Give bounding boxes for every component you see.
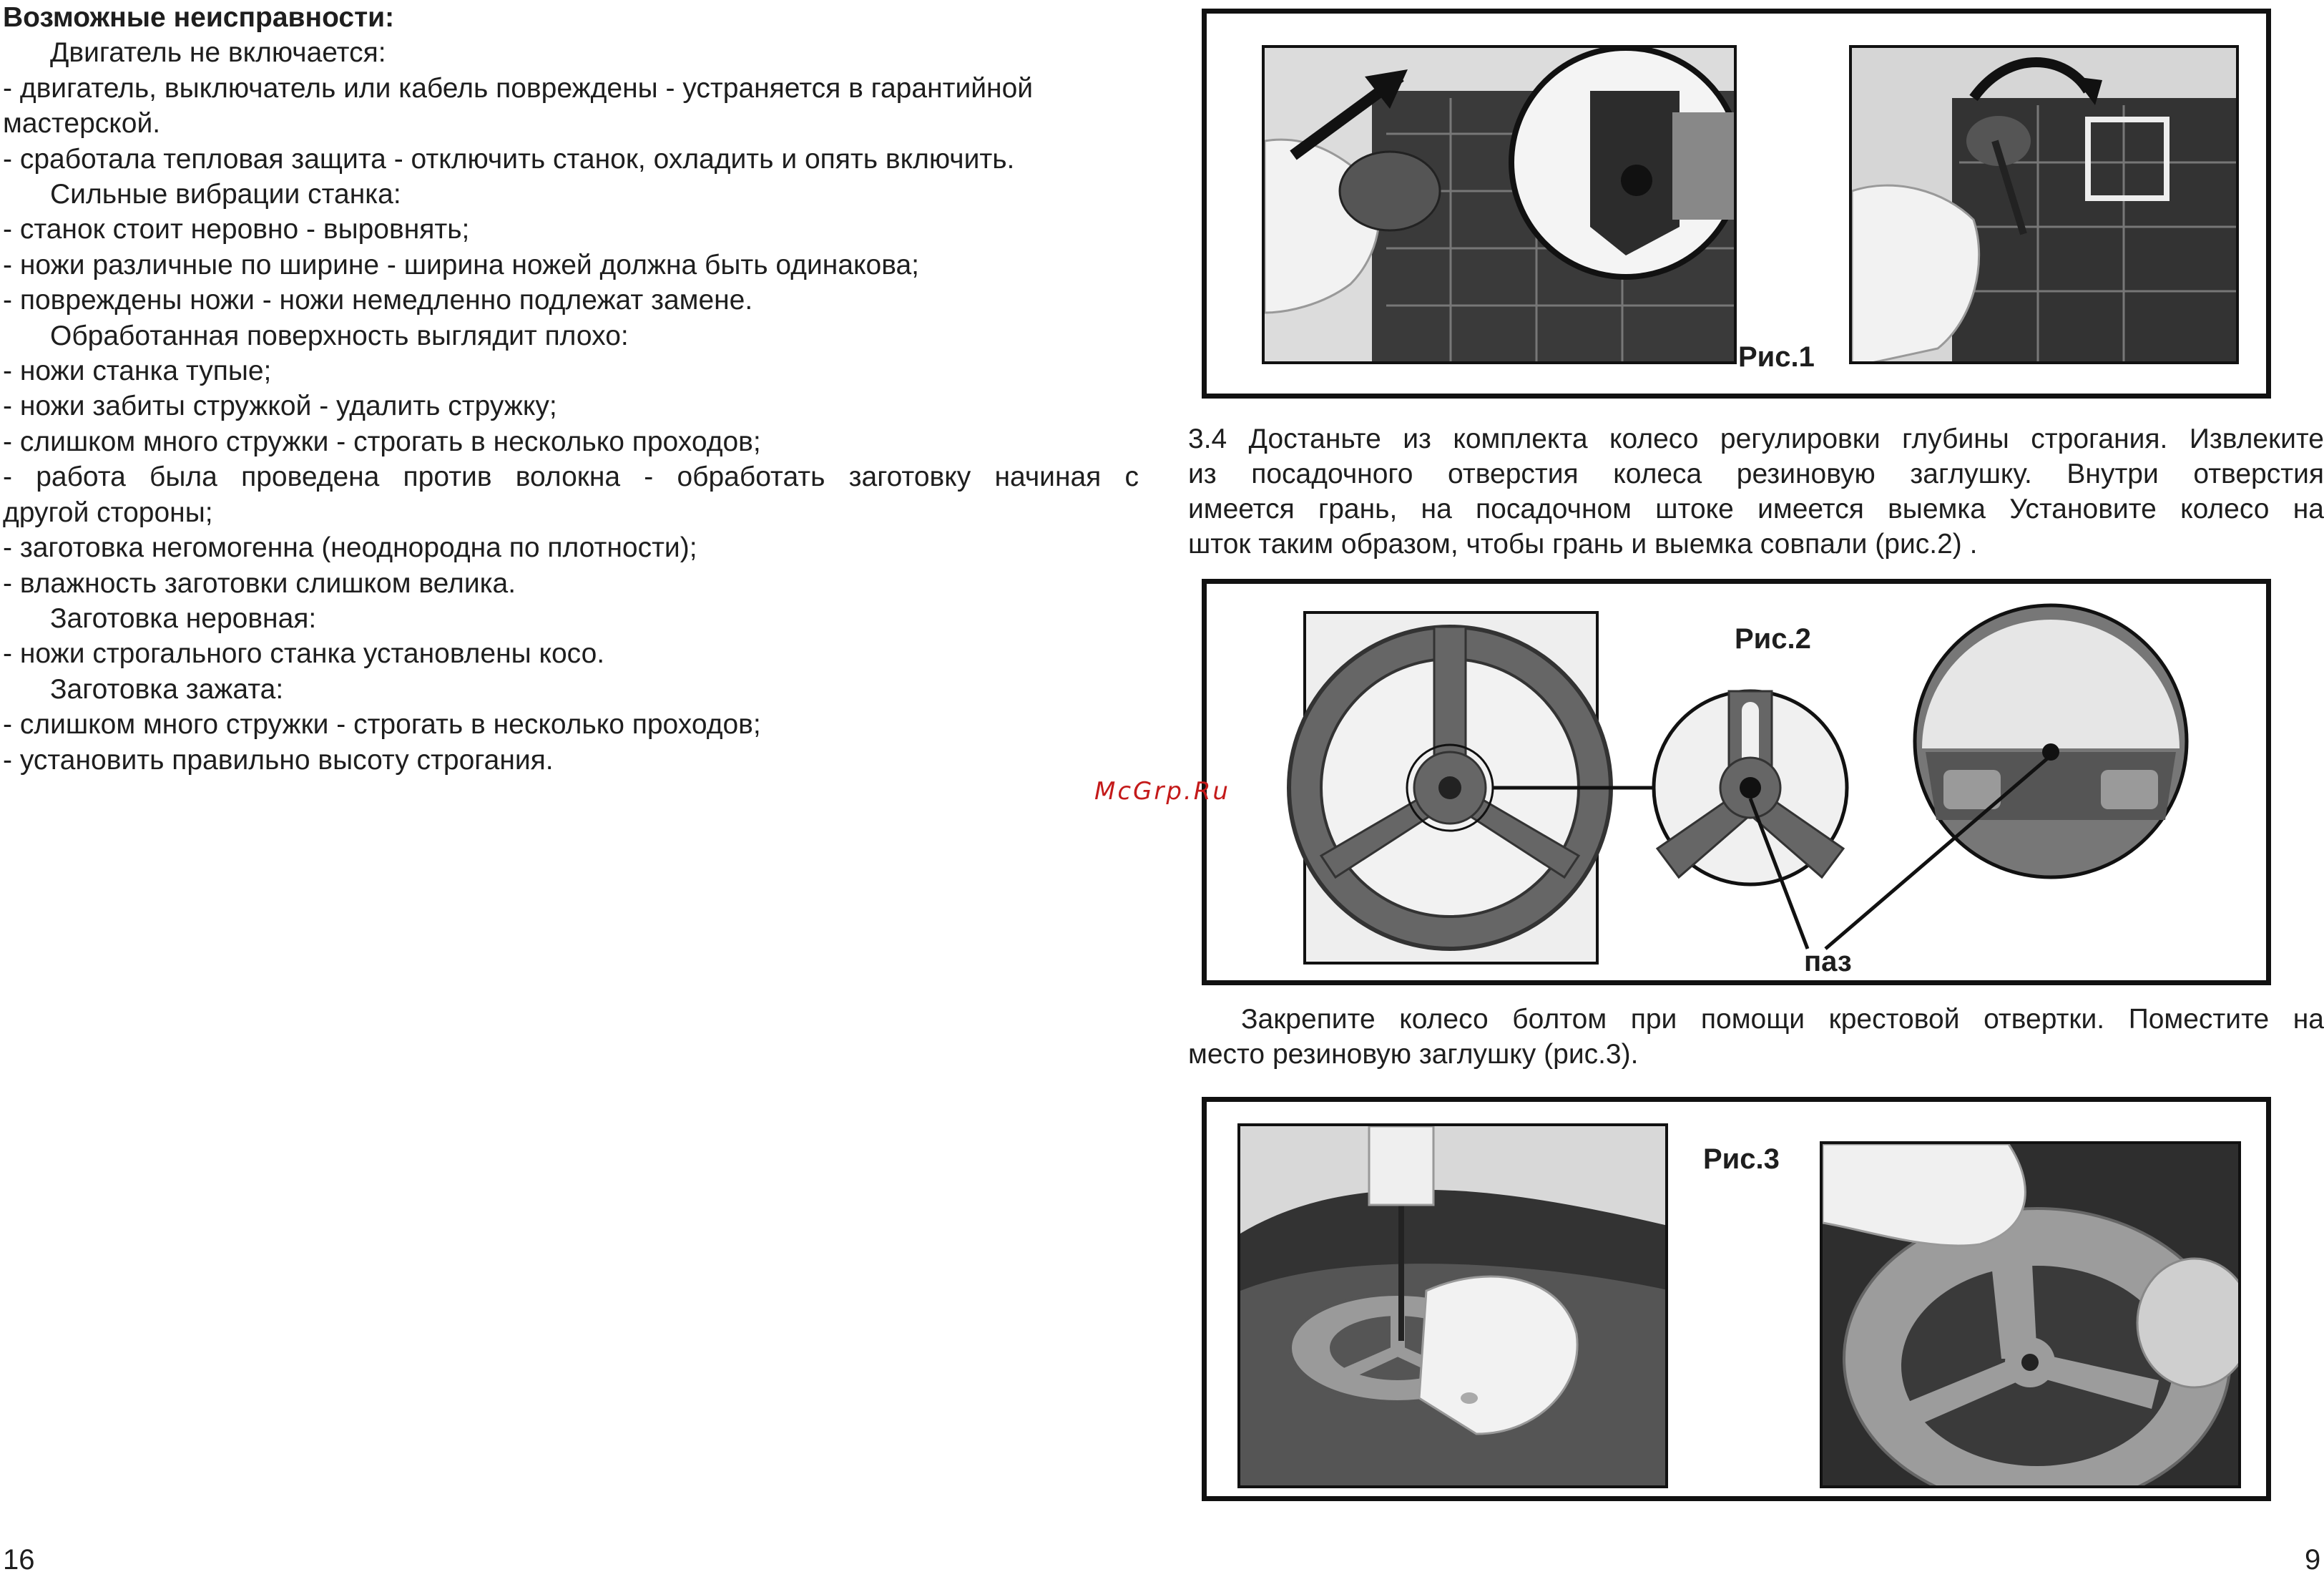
section-subheading: Двигатель не включается: <box>50 37 386 69</box>
instruction-paragraph-1 <box>1188 421 2324 562</box>
list-item: - двигатель, выключатель или кабель повреждены - устраняется в гарантийной <box>3 72 1034 104</box>
instruction-paragraph-2 <box>1188 1002 2324 1072</box>
list-item: - станок стоит неровно - выровнять; <box>3 214 470 245</box>
figure-2-label: Рис.2 <box>1735 623 1811 655</box>
list-item: - ножи станка тупые; <box>3 356 272 387</box>
paragraph-line: имеется грань, на посадочном штоке имеется выемка Установите колесо на <box>1188 494 2324 524</box>
list-item: - слишком много стружки - строгать в несколько проходов; <box>3 426 761 457</box>
figure-3-photo-right <box>1820 1141 2241 1488</box>
figure-3-label: Рис.3 <box>1703 1143 1780 1175</box>
figure-3 <box>1202 1097 2271 1501</box>
figure-1 <box>1202 9 2271 399</box>
paragraph-line: место резиновую заглушку (рис.3). <box>1188 1039 1639 1070</box>
paragraph-line: шток таким образом, чтобы грань и выемка совпали (рис.2) . <box>1188 529 1978 560</box>
page-number-left: 16 <box>3 1544 35 1576</box>
left-column <box>3 0 1139 778</box>
troubleshooting-heading: Возможные неисправности: <box>3 2 395 33</box>
page-number-right: 9 <box>2305 1544 2321 1576</box>
paragraph-line: 3.4 Достаньте из комплекта колесо регулировки глубины строгания. Извлеките <box>1188 424 2324 454</box>
figure-3-photo-left <box>1237 1123 1668 1488</box>
list-item: - влажность заготовки слишком велика. <box>3 567 516 599</box>
list-item: - установить правильно высоту строгания. <box>3 744 554 776</box>
list-item: - ножи различные по ширине - ширина ножей должна быть одинакова; <box>3 249 920 280</box>
list-item: другой стороны; <box>3 497 213 528</box>
figure-2 <box>1202 579 2271 985</box>
figure-1-label: Рис.1 <box>1738 341 1815 373</box>
troubleshooting-list <box>3 35 1139 778</box>
list-item: - сработала тепловая защита - отключить станок, охладить и опять включить. <box>3 143 1015 175</box>
section-subheading: Сильные вибрации станка: <box>50 179 401 210</box>
list-item: - слишком много стружки - строгать в несколько проходов; <box>3 709 761 741</box>
figure-1-photo-right <box>1849 45 2239 364</box>
section-subheading: Обработанная поверхность выглядит плохо: <box>50 320 629 351</box>
section-subheading: Заготовка неровная: <box>50 602 317 634</box>
paragraph-line: из посадочного отверстия колеса резиновую заглушку. Внутри отверстия <box>1188 459 2324 489</box>
list-item: - повреждены ножи - ножи немедленно подлежат замене. <box>3 285 753 316</box>
paragraph-line: Закрепите колесо болтом при помощи крестовой отвертки. Поместите на <box>1241 1004 2324 1035</box>
watermark: McGrp.Ru <box>1094 777 1230 806</box>
list-item: - работа была проведена против волокна - обработать заготовку начиная с <box>3 462 1139 493</box>
list-item: - ножи строгального станка установлены косо. <box>3 638 605 670</box>
list-item: мастерской. <box>3 108 161 140</box>
list-item: - ножи забиты стружкой - удалить стружку; <box>3 391 557 422</box>
section-subheading: Заготовка зажата: <box>50 673 284 705</box>
list-item: - заготовка негомогенна (неоднородна по плотности); <box>3 532 697 564</box>
figure-1-photo-left <box>1262 45 1737 364</box>
figure-2-callout-slot: паз <box>1804 946 1852 977</box>
